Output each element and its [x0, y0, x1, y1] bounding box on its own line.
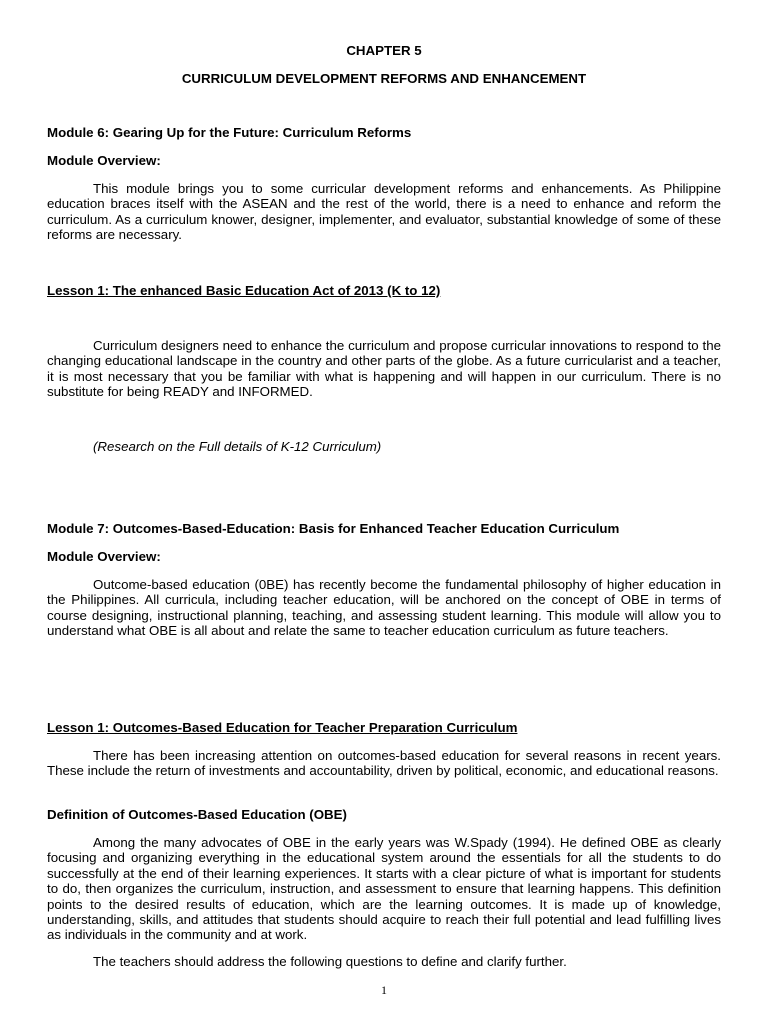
module-7-lesson-1-title: Lesson 1: Outcomes-Based Education for Teacher Preparation Curriculum	[47, 720, 518, 735]
module-6-overview-text: This module brings you to some curricular development reforms and enhancements. As Philippine education braces itself with the ASEAN and the rest of the world, there is a need to enhance and reform the curriculum. As a curriculum knower, designer, implementer, and evaluator, substantial knowledge of some of these reforms are necessary.	[47, 181, 721, 243]
page-number: 1	[381, 983, 387, 997]
obe-definition-heading: Definition of Outcomes-Based Education (OBE)	[47, 807, 347, 822]
chapter-title: CURRICULUM DEVELOPMENT REFORMS AND ENHANCEMENT	[181, 71, 587, 86]
module-6-lesson-1-text: Curriculum designers need to enhance the curriculum and propose curricular innovations to respond to the changing educational landscape in the country and other parts of the globe. As a future curricularist and a teacher, it is most necessary that you be familiar with what is happening and will happen in our curriculum. There is no substitute for being READY and INFORMED.	[47, 338, 721, 400]
module-6-lesson-1-title: Lesson 1: The enhanced Basic Education Act of 2013 (K to 12)	[47, 283, 441, 298]
module-7-title: Module 7: Outcomes-Based-Education: Basis for Enhanced Teacher Education Curriculum	[47, 521, 620, 536]
obe-definition-text: Among the many advocates of OBE in the early years was W.Spady (1994). He defined OBE as clearly focusing and organizing everything in the educational system around the essentials for all the students to do successfully at the end of their learning experiences. It starts with a clear picture of what is important for students to do, then organizes the curriculum, instruction, and assessment to ensure that learning happens. This definition points to the desired results of education, which are the learning outcomes. It is made up of knowledge, understanding, skills, and attitudes that students should acquire to reach their full potential and lead fulfilling lives as individuals in the community and at work.	[47, 835, 721, 943]
module-6-title: Module 6: Gearing Up for the Future: Curriculum Reforms	[47, 125, 412, 140]
module-7-overview-text: Outcome-based education (0BE) has recently become the fundamental philosophy of higher education in the Philippines. All curricula, including teacher education, will be anchored on the concept of OBE in terms of course designing, instructional planning, teaching, and assessing student learning. This module will allow you to understand what OBE is all about and relate the same to teacher education curriculum as future teachers.	[47, 577, 721, 639]
k12-research-note: (Research on the Full details of K-12 Curriculum)	[93, 439, 382, 454]
module-7-lesson-1-text: There has been increasing attention on outcomes-based education for several reasons in recent years. These include the return of investments and accountability, driven by political, economic, and educational reasons.	[47, 748, 721, 779]
chapter-number: CHAPTER 5	[346, 43, 422, 58]
closing-text: The teachers should address the following questions to define and clarify further.	[93, 954, 567, 969]
module-6-overview-heading: Module Overview:	[47, 153, 161, 168]
module-7-overview-heading: Module Overview:	[47, 549, 161, 564]
